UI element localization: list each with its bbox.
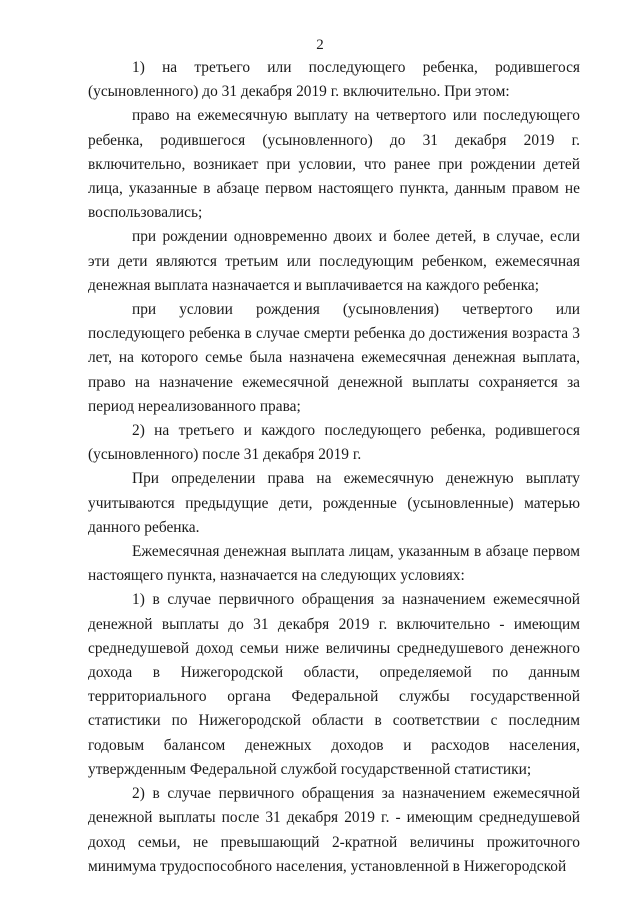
document-body bbox=[88, 56, 580, 879]
paragraph-item-2-after-2019: 2) на третьего и каждого последующего ребенка, родившегося (усыновленного) после 31 декабря 2019 г. bbox=[88, 422, 580, 464]
page-number: 2 bbox=[316, 37, 324, 53]
paragraph-conditions-intro: Ежемесячная денежная выплата лицам, указанным в абзаце первом настоящего пункта, назначается на следующих условиях: bbox=[88, 543, 580, 585]
paragraph-multiple-births: при рождении одновременно двоих и более детей, в случае, если эти дети являются третьим или последующим ребенком, ежемесячная денежная выплата назначается и выплачивается на каждого ребенка; bbox=[88, 228, 580, 294]
paragraph-previous-children: При определении права на ежемесячную денежную выплату учитываются предыдущие дети, рожденные (усыновленные) матерью данного ребенка. bbox=[88, 470, 580, 536]
paragraph-condition-2-income: 2) в случае первичного обращения за назначением ежемесячной денежной выплаты после 31 декабря 2019 г. - имеющим среднедушевой доход семьи, не превышающий 2-кратной величины прожиточного минимума трудоспособного населения, установленной в Нижегородской bbox=[88, 785, 580, 875]
paragraph-fourth-child-right: право на ежемесячную выплату на четвертого или последующего ребенка, родившегося (усыновленного) до 31 декабря 2019 г. включительно, возникает при условии, что ранее при рождении детей лица, указанные в абзаце первом настоящего пункта, данным правом не воспользовались; bbox=[88, 107, 580, 222]
paragraph-child-death-condition: при условии рождения (усыновления) четвертого или последующего ребенка в случае смерти ребенка до достижения возраста 3 лет, на которого семье была назначена ежемесячная денежная выплата, право на назначение ежемесячной денежной выплаты сохраняется за период нереализованного права; bbox=[88, 301, 580, 415]
paragraph-item-1-third-child: 1) на третьего или последующего ребенка, родившегося (усыновленного) до 31 декабря 2019 г. включительно. При этом: bbox=[88, 59, 580, 101]
paragraph-condition-1-income: 1) в случае первичного обращения за назначением ежемесячной денежной выплаты до 31 декабря 2019 г. включительно - имеющим среднедушевой доход семьи ниже величины среднедушевого денежного дохода в Нижегородской области, определяемой по данным территориального органа Федеральной службы государственной статистики по Нижегородской области в соответствии с последним годовым балансом денежных доходов и расходов населения, утвержденным Федеральной службой государственной статистики; bbox=[88, 591, 580, 778]
